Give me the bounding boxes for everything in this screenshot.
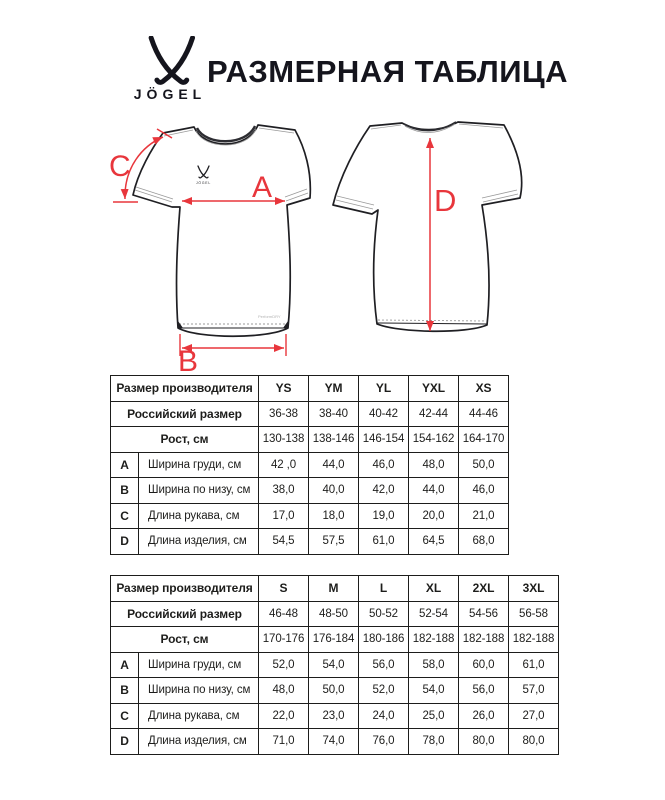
size-code-cell: M: [309, 576, 359, 602]
value-cell: 60,0: [459, 652, 509, 678]
value-cell: 38,0: [259, 478, 309, 504]
table-row: [111, 729, 559, 755]
size-code-cell: XL: [409, 576, 459, 602]
header-label-cell: Российский размер: [111, 401, 259, 427]
size-code-cell: 3XL: [509, 576, 559, 602]
size-code-cell: YM: [309, 376, 359, 402]
value-cell: 130-138: [259, 427, 309, 453]
front-shirt-diagram: [98, 110, 323, 375]
size-code-cell: YL: [359, 376, 409, 402]
value-cell: 52-54: [409, 601, 459, 627]
value-cell: 52,0: [359, 678, 409, 704]
value-cell: 26,0: [459, 703, 509, 729]
value-cell: 44,0: [309, 452, 359, 478]
letter-cell: D: [111, 529, 139, 555]
table-row: [111, 427, 509, 453]
value-cell: 56,0: [459, 678, 509, 704]
value-cell: 57,5: [309, 529, 359, 555]
value-cell: 71,0: [259, 729, 309, 755]
header-label-cell: Рост, см: [111, 627, 259, 653]
row-label-cell: Длина изделия, см: [139, 529, 259, 555]
row-label-cell: Длина изделия, см: [139, 729, 259, 755]
value-cell: 46,0: [459, 478, 509, 504]
value-cell: 61,0: [359, 529, 409, 555]
header-label-cell: Размер производителя: [111, 576, 259, 602]
value-cell: 182-188: [409, 627, 459, 653]
value-cell: 54,5: [259, 529, 309, 555]
value-cell: 17,0: [259, 503, 309, 529]
row-label-cell: Ширина по низу, см: [139, 678, 259, 704]
measure-label-c: C: [109, 150, 131, 183]
value-cell: 46-48: [259, 601, 309, 627]
table-row: [111, 652, 559, 678]
value-cell: 40-42: [359, 401, 409, 427]
value-cell: 19,0: [359, 503, 409, 529]
value-cell: 176-184: [309, 627, 359, 653]
letter-cell: B: [111, 678, 139, 704]
size-table-adult: [110, 575, 559, 755]
row-label-cell: Ширина груди, см: [139, 452, 259, 478]
table-row: [111, 678, 559, 704]
value-cell: 57,0: [509, 678, 559, 704]
size-code-cell: L: [359, 576, 409, 602]
value-cell: 46,0: [359, 452, 409, 478]
table-row: [111, 529, 509, 555]
value-cell: 40,0: [309, 478, 359, 504]
value-cell: 154-162: [409, 427, 459, 453]
table-row: [111, 452, 509, 478]
measure-label-b: B: [178, 345, 199, 375]
jogel-logo-icon: [142, 36, 200, 86]
value-cell: 50,0: [459, 452, 509, 478]
value-cell: 36-38: [259, 401, 309, 427]
value-cell: 56,0: [359, 652, 409, 678]
value-cell: 48,0: [259, 678, 309, 704]
table-row: [111, 576, 559, 602]
value-cell: 54,0: [309, 652, 359, 678]
value-cell: 42 ,0: [259, 452, 309, 478]
value-cell: 20,0: [409, 503, 459, 529]
front-hem-brand-text: PerformDRY: [258, 314, 281, 319]
size-code-cell: YS: [259, 376, 309, 402]
value-cell: 42-44: [409, 401, 459, 427]
letter-cell: A: [111, 452, 139, 478]
value-cell: 22,0: [259, 703, 309, 729]
header-label-cell: Российский размер: [111, 601, 259, 627]
value-cell: 44-46: [459, 401, 509, 427]
value-cell: 170-176: [259, 627, 309, 653]
value-cell: 180-186: [359, 627, 409, 653]
size-code-cell: 2XL: [459, 576, 509, 602]
table-row: [111, 376, 509, 402]
value-cell: 42,0: [359, 478, 409, 504]
size-code-cell: S: [259, 576, 309, 602]
row-label-cell: Ширина груди, см: [139, 652, 259, 678]
measure-label-a: A: [252, 171, 273, 204]
letter-cell: C: [111, 703, 139, 729]
value-cell: 76,0: [359, 729, 409, 755]
value-cell: 48-50: [309, 601, 359, 627]
front-shirt-outline: [133, 125, 310, 336]
table-row: [111, 627, 559, 653]
value-cell: 54,0: [409, 678, 459, 704]
value-cell: 182-188: [509, 627, 559, 653]
value-cell: 23,0: [309, 703, 359, 729]
value-cell: 54-56: [459, 601, 509, 627]
table-row: [111, 703, 559, 729]
table-row: [111, 503, 509, 529]
value-cell: 58,0: [409, 652, 459, 678]
value-cell: 146-154: [359, 427, 409, 453]
value-cell: 21,0: [459, 503, 509, 529]
page-title: РАЗМЕРНАЯ ТАБЛИЦА: [207, 54, 569, 89]
header-label-cell: Рост, см: [111, 427, 259, 453]
measure-label-d: D: [434, 183, 457, 218]
value-cell: 61,0: [509, 652, 559, 678]
row-label-cell: Ширина по низу, см: [139, 478, 259, 504]
value-cell: 68,0: [459, 529, 509, 555]
letter-cell: B: [111, 478, 139, 504]
letter-cell: C: [111, 503, 139, 529]
row-label-cell: Длина рукава, см: [139, 703, 259, 729]
table-row: [111, 401, 509, 427]
value-cell: 64,5: [409, 529, 459, 555]
value-cell: 18,0: [309, 503, 359, 529]
value-cell: 80,0: [509, 729, 559, 755]
value-cell: 27,0: [509, 703, 559, 729]
value-cell: 48,0: [409, 452, 459, 478]
back-shirt-outline: [333, 122, 522, 331]
size-code-cell: XS: [459, 376, 509, 402]
letter-cell: A: [111, 652, 139, 678]
row-label-cell: Длина рукава, см: [139, 503, 259, 529]
value-cell: 182-188: [459, 627, 509, 653]
value-cell: 80,0: [459, 729, 509, 755]
value-cell: 78,0: [409, 729, 459, 755]
jogel-logo-wordmark: JÖGEL: [133, 86, 207, 102]
value-cell: 25,0: [409, 703, 459, 729]
front-chest-logo-text: JÖGEL: [195, 181, 212, 185]
value-cell: 56-58: [509, 601, 559, 627]
size-table-youth: [110, 375, 509, 555]
header-label-cell: Размер производителя: [111, 376, 259, 402]
value-cell: 74,0: [309, 729, 359, 755]
back-shirt-diagram: [328, 112, 546, 347]
value-cell: 164-170: [459, 427, 509, 453]
value-cell: 24,0: [359, 703, 409, 729]
value-cell: 138-146: [309, 427, 359, 453]
size-code-cell: YXL: [409, 376, 459, 402]
letter-cell: D: [111, 729, 139, 755]
value-cell: 50,0: [309, 678, 359, 704]
value-cell: 52,0: [259, 652, 309, 678]
value-cell: 44,0: [409, 478, 459, 504]
value-cell: 38-40: [309, 401, 359, 427]
table-row: [111, 478, 509, 504]
value-cell: 50-52: [359, 601, 409, 627]
table-row: [111, 601, 559, 627]
